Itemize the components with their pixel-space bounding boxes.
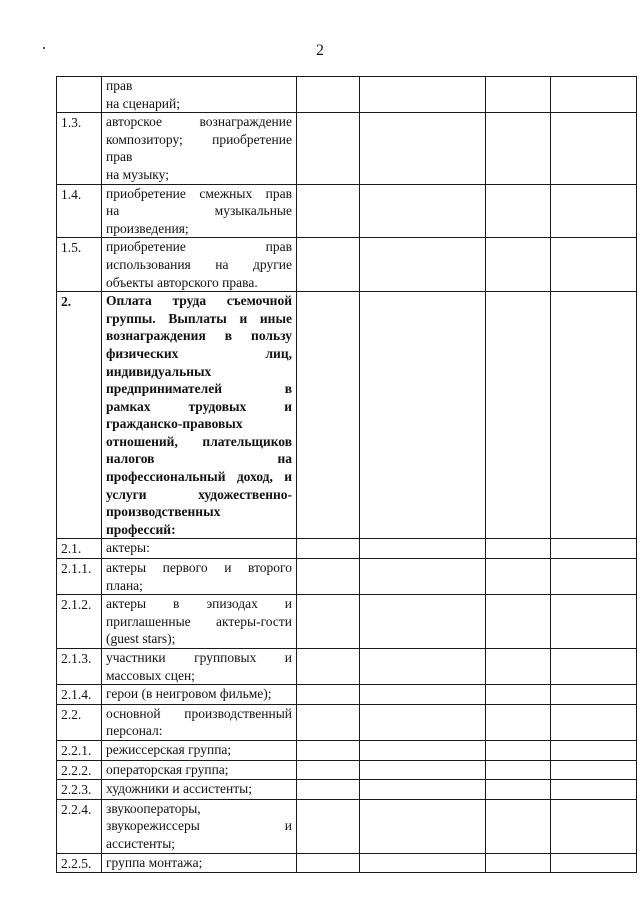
empty-value-cell [360,539,486,559]
description-line: на музыку; [106,166,169,182]
empty-value-cell [360,184,486,238]
description-line: плана; [106,577,143,593]
empty-value-cell [551,649,637,685]
item-number: 2.2.4. [57,799,102,853]
table-row [57,649,637,685]
budget-items-table [56,76,637,873]
empty-value-cell [297,740,360,760]
item-number: 2.1.2. [57,595,102,649]
empty-value-cell [297,113,360,184]
empty-value-cell [551,77,637,113]
description-line: отношений, плательщиков [106,433,292,449]
empty-value-cell [486,184,551,238]
scan-speck [43,47,45,49]
empty-value-cell [297,649,360,685]
item-number: 2.2.3. [57,780,102,800]
description-line: прав [106,78,133,93]
description-line: физических лиц, [106,345,292,361]
table-row [57,77,637,113]
empty-value-cell [297,780,360,800]
table-row [57,760,637,780]
empty-value-cell [551,853,637,873]
item-number: 2.1. [57,539,102,559]
empty-value-cell [360,595,486,649]
empty-value-cell [551,113,637,184]
empty-value-cell [360,704,486,740]
item-description [102,595,297,649]
description-line: приглашенные актеры-гости [106,613,292,629]
empty-value-cell [486,559,551,595]
empty-value-cell [360,740,486,760]
item-description [102,113,297,184]
empty-value-cell [486,780,551,800]
empty-value-cell [551,238,637,292]
empty-value-cell [551,559,637,595]
item-number: 1.4. [57,184,102,238]
empty-value-cell [360,760,486,780]
item-number [57,77,102,113]
description-line: налогов на [106,451,292,467]
empty-value-cell [486,539,551,559]
item-number: 2.1.4. [57,685,102,705]
item-number: 2.1.1. [57,559,102,595]
item-number: 2.1.3. [57,649,102,685]
description-line: производственных [106,504,221,520]
empty-value-cell [360,292,486,539]
description-line: на сценарий; [106,95,180,111]
description-line: композитору; приобретение [106,131,292,147]
empty-value-cell [297,595,360,649]
description-line: объекты авторского права. [106,274,258,290]
item-description [102,704,297,740]
empty-value-cell [297,77,360,113]
empty-value-cell [297,685,360,705]
empty-value-cell [360,853,486,873]
empty-value-cell [297,853,360,873]
empty-value-cell [297,704,360,740]
table-row [57,740,637,760]
description-line: авторское вознаграждение [106,114,292,130]
table-row [57,685,637,705]
description-line: операторская группа; [106,761,229,777]
item-number: 2.2.5. [57,853,102,873]
description-line: ассистенты; [106,835,176,851]
description-line: звукооператоры, [106,800,201,816]
empty-value-cell [551,539,637,559]
description-line: использования на другие [106,256,292,272]
empty-value-cell [486,799,551,853]
empty-value-cell [297,184,360,238]
item-number: 2.2. [57,704,102,740]
description-line: прав [106,149,133,165]
item-number: 2.2.1. [57,740,102,760]
description-line: рамках трудовых и [106,398,292,414]
empty-value-cell [486,238,551,292]
description-line: актеры: [106,540,150,556]
description-line: индивидуальных [106,363,212,379]
item-number: 2.2.2. [57,760,102,780]
description-line: приобретение смежных прав [106,185,292,201]
empty-value-cell [486,113,551,184]
item-description [102,184,297,238]
description-line: Оплата труда съемочной [106,293,292,309]
empty-value-cell [551,780,637,800]
description-line: режиссерская группа; [106,741,232,757]
empty-value-cell [551,184,637,238]
description-line: вознаграждения в пользу [106,328,292,344]
description-line: услуги художественно- [106,486,292,502]
table-row [57,292,637,539]
empty-value-cell [297,760,360,780]
empty-value-cell [360,649,486,685]
table-row [57,853,637,873]
description-line: гражданско-правовых [106,416,243,432]
empty-value-cell [360,238,486,292]
item-number: 2. [57,292,102,539]
empty-value-cell [297,799,360,853]
empty-value-cell [360,559,486,595]
table-body [57,77,637,873]
empty-value-cell [486,649,551,685]
description-line: приобретение прав [106,239,292,255]
empty-value-cell [297,559,360,595]
empty-value-cell [360,799,486,853]
empty-value-cell [551,292,637,539]
item-description [102,853,297,873]
empty-value-cell [551,595,637,649]
item-description [102,539,297,559]
description-line: профессий: [106,521,176,537]
description-line: группа монтажа; [106,854,203,870]
table-row [57,559,637,595]
empty-value-cell [486,292,551,539]
description-line: основной производственный [106,705,292,721]
description-line: массовых сцен; [106,667,195,683]
empty-value-cell [360,77,486,113]
table-row [57,780,637,800]
table-row [57,238,637,292]
description-line: актеры первого и второго [106,560,292,576]
description-line: профессиональный доход, и [106,469,292,485]
empty-value-cell [297,238,360,292]
description-line: персонал: [106,723,163,739]
empty-value-cell [297,292,360,539]
description-line: на музыкальные [106,203,292,219]
empty-value-cell [551,740,637,760]
description-line: участники групповых и [106,650,292,665]
empty-value-cell [297,539,360,559]
empty-value-cell [486,704,551,740]
item-description [102,559,297,595]
empty-value-cell [360,685,486,705]
item-number: 1.5. [57,238,102,292]
description-line: актеры в эпизодах и [106,596,292,612]
empty-value-cell [360,780,486,800]
item-description [102,740,297,760]
item-number: 1.3. [57,113,102,184]
item-description [102,685,297,705]
item-description [102,292,297,539]
table-row [57,184,637,238]
table-row [57,704,637,740]
empty-value-cell [551,704,637,740]
table-row [57,539,637,559]
description-line: группы. Выплаты и иные [106,310,292,326]
item-description [102,780,297,800]
empty-value-cell [486,760,551,780]
table-row [57,595,637,649]
item-description [102,77,297,113]
description-line: звукорежиссеры и [106,818,292,834]
empty-value-cell [486,77,551,113]
description-line: произведения; [106,220,189,236]
page-number: 2 [316,42,324,59]
description-line: предпринимателей в [106,381,292,397]
empty-value-cell [360,113,486,184]
item-description [102,238,297,292]
description-line: (guest stars); [106,631,176,647]
item-description [102,760,297,780]
description-line: герои (в неигровом фильме); [106,686,272,702]
empty-value-cell [486,853,551,873]
empty-value-cell [551,799,637,853]
empty-value-cell [551,760,637,780]
description-line: художники и ассистенты; [106,781,252,797]
table-row [57,799,637,853]
empty-value-cell [486,740,551,760]
item-description [102,649,297,685]
table-row [57,113,637,184]
empty-value-cell [551,685,637,705]
empty-value-cell [486,685,551,705]
empty-value-cell [486,595,551,649]
item-description [102,799,297,853]
